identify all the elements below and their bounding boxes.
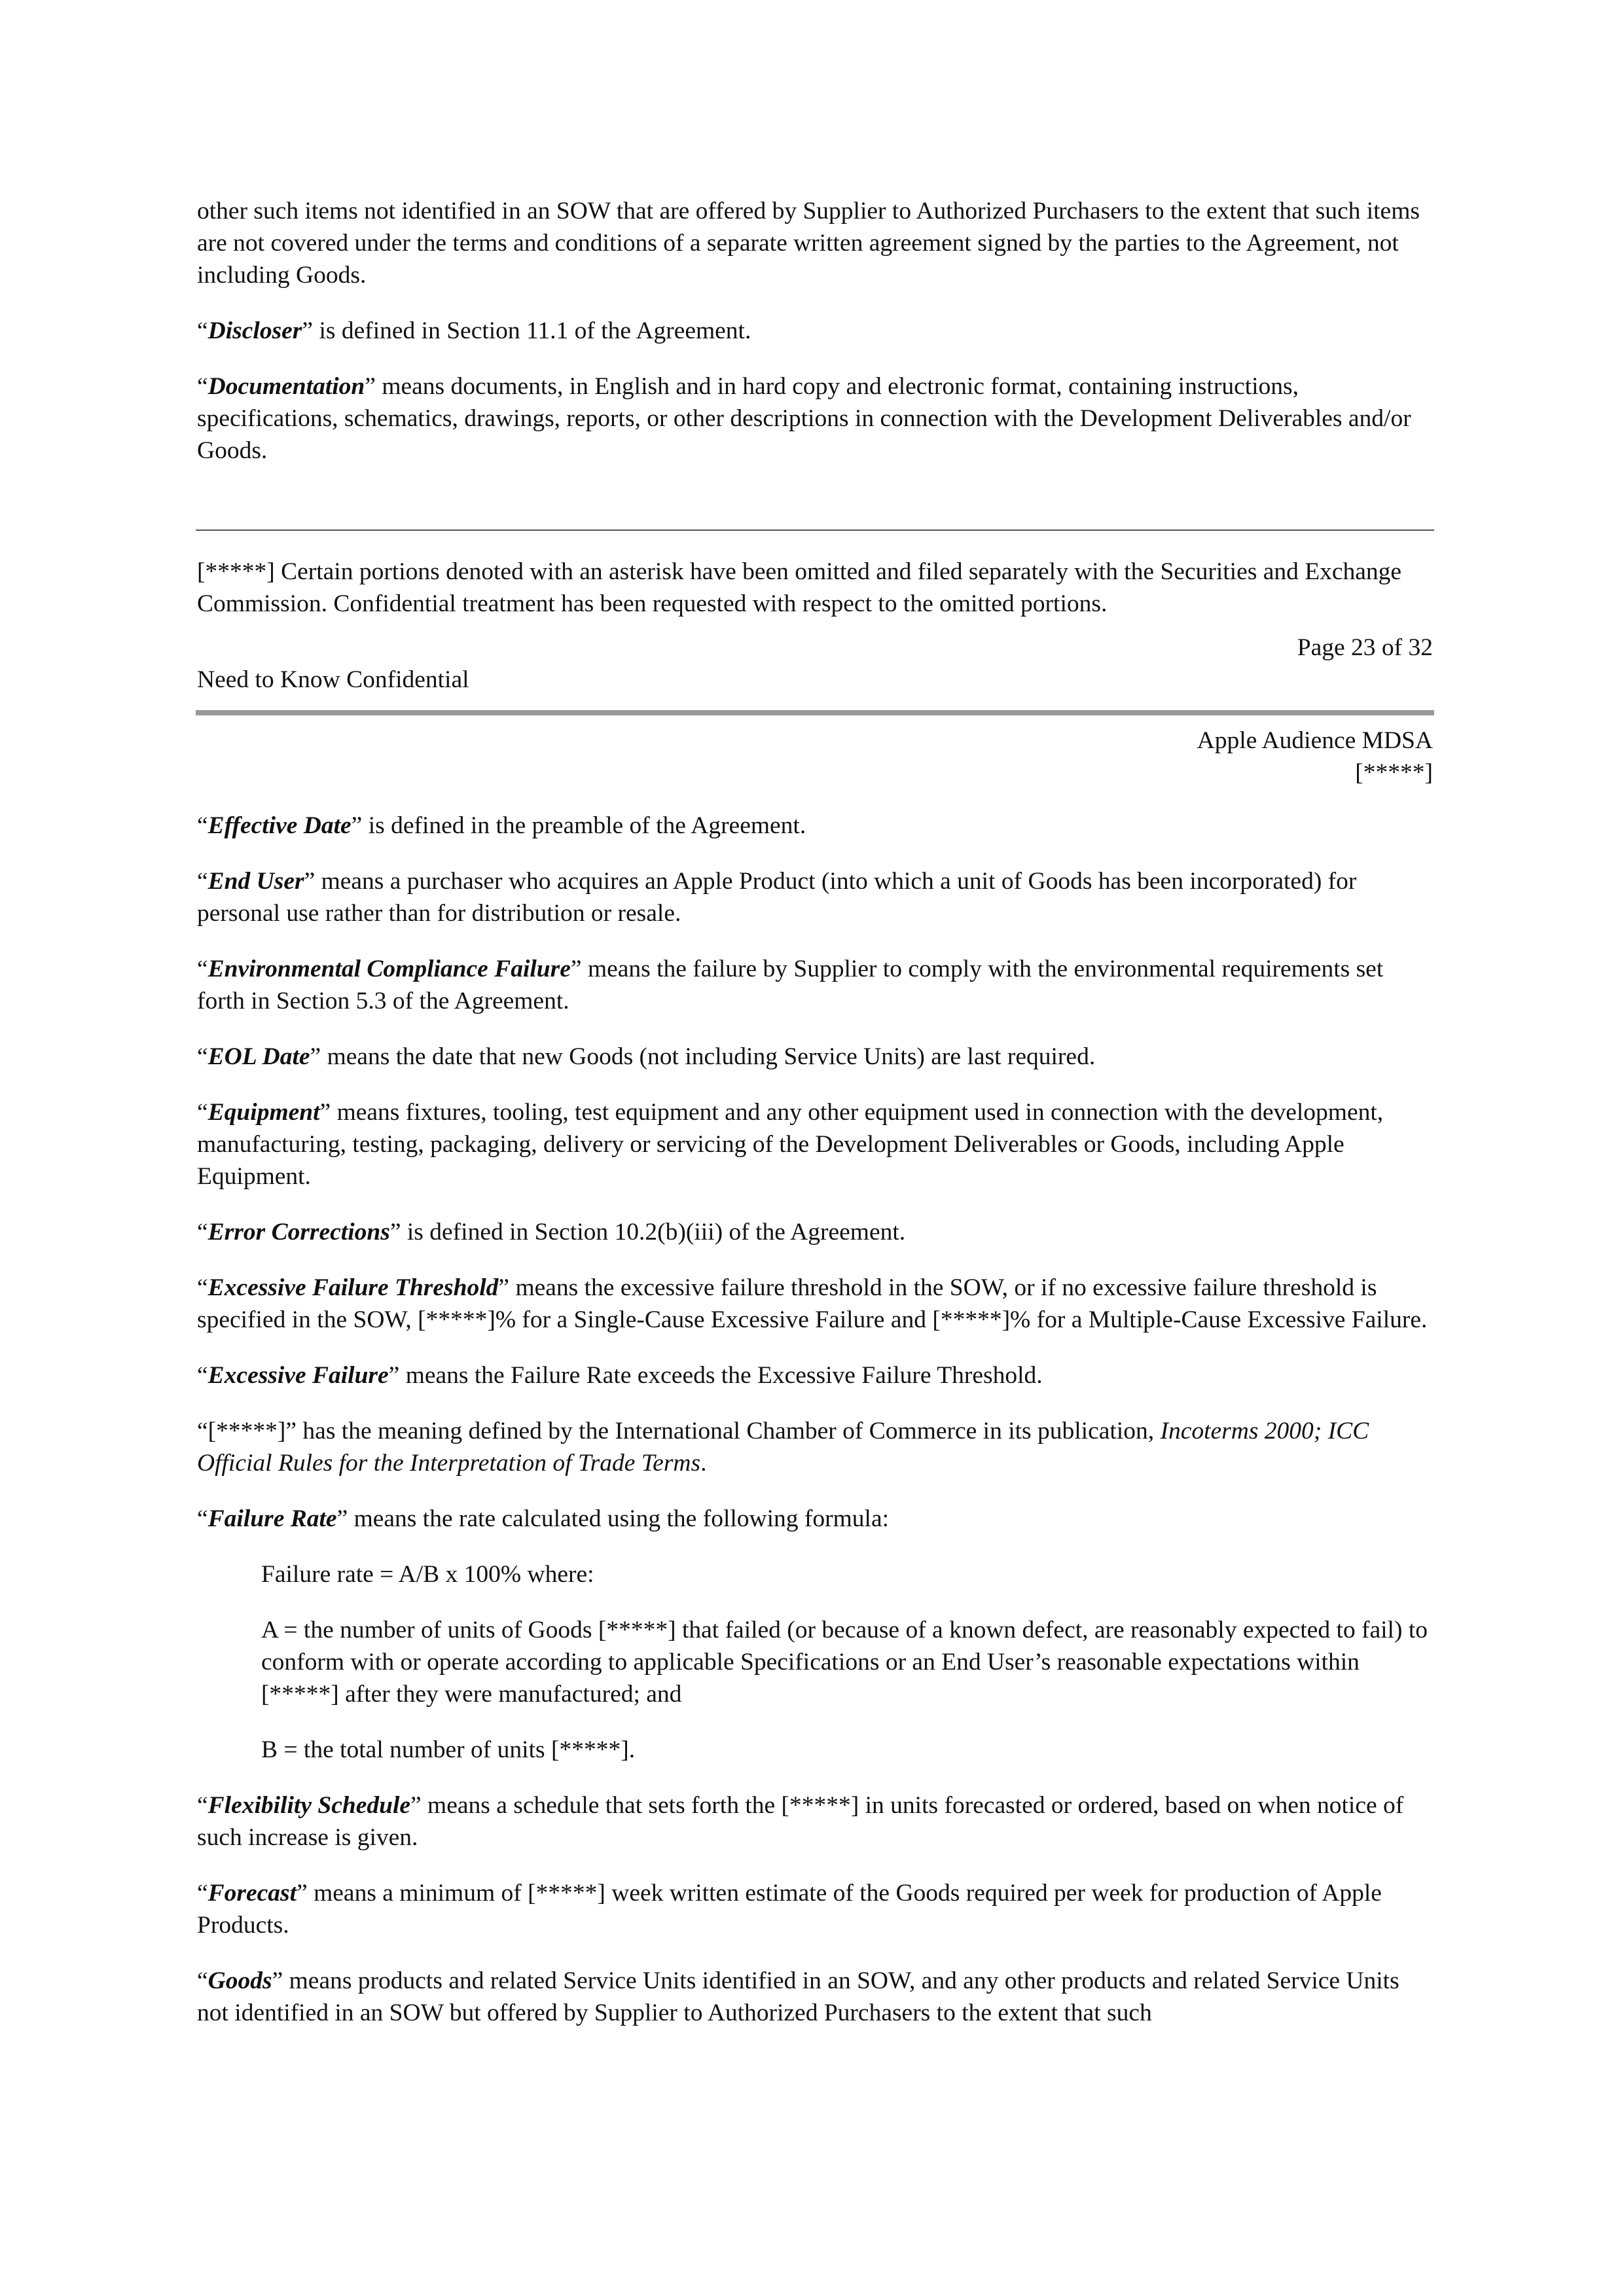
definition-text: means a schedule that sets forth the [*****] in units forecasted or ordered, based on when notice of such increase is given. bbox=[197, 1792, 1404, 1851]
definition-excessive-failure-threshold: “Excessive Failure Threshold” means the excessive failure threshold in the SOW, or if no excessive failure threshold is specified in the SOW, [*****]% for a Single-Cause Excessive Failure and [*****]% for a Multiple-Cause Excessive Failure. bbox=[197, 1274, 1428, 1333]
confidentiality-label: Need to Know Confidential bbox=[197, 666, 469, 693]
defined-term: Discloser bbox=[208, 317, 302, 344]
defined-term: End User bbox=[208, 868, 304, 895]
definition-effective-date: “Effective Date” is defined in the preamble of the Agreement. bbox=[197, 812, 806, 839]
definition-documentation: “Documentation” means documents, in English and in hard copy and electronic format, containing instructions, specifications, schematics, drawings, reports, or other descriptions in connection with the Development Deliverables and/or Goods. bbox=[197, 373, 1411, 464]
definitions-list bbox=[197, 810, 1433, 2029]
definition-text: means the date that new Goods (not including Service Units) are last required. bbox=[321, 1043, 1096, 1070]
definition-excessive-failure: “Excessive Failure” means the Failure Rate exceeds the Excessive Failure Threshold. bbox=[197, 1362, 1043, 1389]
defined-term: Flexibility Schedule bbox=[208, 1792, 411, 1819]
definition-error-corrections: “Error Corrections” is defined in Section 10.2(b)(iii) of the Agreement. bbox=[197, 1219, 906, 1246]
defined-term: Environmental Compliance Failure bbox=[208, 956, 571, 982]
definition-eol-date: “EOL Date” means the date that new Goods (not including Service Units) are last required. bbox=[197, 1043, 1096, 1070]
definition-forecast: “Forecast” means a minimum of [*****] week written estimate of the Goods required per week for production of Apple Products. bbox=[197, 1880, 1382, 1939]
definition-end: . bbox=[700, 1450, 707, 1477]
header-code: [*****] bbox=[1355, 759, 1433, 786]
defined-term: Equipment bbox=[208, 1099, 320, 1126]
definition-discloser: “Discloser” is defined in Section 11.1 of the Agreement. bbox=[197, 317, 751, 344]
page-footer bbox=[197, 529, 1433, 715]
defined-term: Excessive Failure bbox=[208, 1362, 389, 1389]
defined-term: EOL Date bbox=[208, 1043, 310, 1070]
definition-text: is defined in the preamble of the Agreement. bbox=[362, 812, 806, 839]
page-break-divider bbox=[196, 710, 1434, 715]
definition-text: is defined in Section 11.1 of the Agreement. bbox=[313, 317, 751, 344]
header-title: Apple Audience MDSA bbox=[1197, 727, 1433, 754]
definition-text: means the rate calculated using the following formula: bbox=[348, 1505, 890, 1532]
document-page bbox=[197, 195, 1433, 2053]
definition-flexibility-schedule: “Flexibility Schedule” means a schedule that sets forth the [*****] in units forecasted or ordered, based on when notice of such increase is given. bbox=[197, 1792, 1404, 1851]
defined-term: Effective Date bbox=[208, 812, 352, 839]
definition-end-user: “End User” means a purchaser who acquires an Apple Product (into which a unit of Goods has been incorporated) for personal use rather than for distribution or resale. bbox=[197, 868, 1357, 927]
page-header bbox=[197, 725, 1433, 789]
definition-text: means fixtures, tooling, test equipment and any other equipment used in connection with the development, manufacturing, testing, packaging, delivery or servicing of the Development Deliverables or Goods, including Apple Equipment. bbox=[197, 1099, 1384, 1190]
definition-goods: “Goods” means products and related Service Units identified in an SOW, and any other products and related Service Units not identified in an SOW but offered by Supplier to Authorized Purchasers to the extent that such bbox=[197, 1967, 1399, 2026]
definition-text: has the meaning defined by the International Chamber of Commerce in its publication, bbox=[297, 1418, 1161, 1444]
defined-term: Documentation bbox=[208, 373, 365, 400]
defined-term: Excessive Failure Threshold bbox=[208, 1274, 499, 1301]
definition-text: means the Failure Rate exceeds the Excessive Failure Threshold. bbox=[399, 1362, 1043, 1389]
definition-incoterms: “[*****]” has the meaning defined by the International Chamber of Commerce in its publication, Incoterms 2000; ICC Official Rules for the Interpretation of Trade Terms. bbox=[197, 1418, 1369, 1477]
definition-text: means the failure by Supplier to comply with the environmental requirements set forth in Section 5.3 of the Agreement. bbox=[197, 956, 1384, 1014]
footer-divider bbox=[196, 529, 1434, 531]
definition-text: means the excessive failure threshold in the SOW, or if no excessive failure threshold is specified in the SOW, [*****]% for a Single-Cause Excessive Failure and [*****]% for a Multiple-Cause Excessive Failure. bbox=[197, 1274, 1428, 1333]
definition-text: means a minimum of [*****] week written estimate of the Goods required per week for production of Apple Products. bbox=[197, 1880, 1382, 1939]
definition-text: is defined in Section 10.2(b)(iii) of the Agreement. bbox=[401, 1219, 906, 1246]
definition-environmental-compliance-failure: “Environmental Compliance Failure” means the failure by Supplier to comply with the environmental requirements set forth in Section 5.3 of the Agreement. bbox=[197, 956, 1384, 1014]
definition-failure-rate: “Failure Rate” means the rate calculated using the following formula: bbox=[197, 1505, 890, 1532]
continuation-paragraph: other such items not identified in an SOW that are offered by Supplier to Authorized Purchasers to the extent that such items are not covered under the terms and conditions of a separate written agreement signed by the parties to the Agreement, not including Goods. bbox=[197, 198, 1420, 289]
defined-term: Goods bbox=[208, 1967, 272, 1994]
formula-a: A = the number of units of Goods [*****] that failed (or because of a known defect, are reasonably expected to fail) to conform with or operate according to applicable Specifications or an End User’s reasonable expectations within [*****] after they were manufactured; and bbox=[261, 1617, 1428, 1708]
definition-text: means a purchaser who acquires an Apple Product (into which a unit of Goods has been incorporated) for personal use rather than for distribution or resale. bbox=[197, 868, 1357, 927]
redacted-term: [*****] bbox=[208, 1418, 286, 1444]
page-number: Page 23 of 32 bbox=[1297, 634, 1433, 661]
footnote: [*****] Certain portions denoted with an asterisk have been omitted and filed separately with the Securities and Exchange Commission. Confidential treatment has been requested with respect to the omitted portions. bbox=[197, 558, 1402, 617]
defined-term: Failure Rate bbox=[208, 1505, 337, 1532]
defined-term: Forecast bbox=[208, 1880, 297, 1907]
definition-text: means products and related Service Units identified in an SOW, and any other products and related Service Units not identified in an SOW but offered by Supplier to Authorized Purchasers to the extent that such bbox=[197, 1967, 1399, 2026]
formula-line: Failure rate = A/B x 100% where: bbox=[261, 1561, 594, 1588]
formula-b: B = the total number of units [*****]. bbox=[261, 1736, 636, 1763]
publication-title: Incoterms 2000; ICC Official Rules for the Interpretation of Trade Terms bbox=[197, 1418, 1369, 1477]
defined-term: Error Corrections bbox=[208, 1219, 390, 1246]
definition-text: means documents, in English and in hard copy and electronic format, containing instructions, specifications, schematics, drawings, reports, or other descriptions in connection with the Development Deliverables and/or Goods. bbox=[197, 373, 1411, 464]
definition-equipment: “Equipment” means fixtures, tooling, test equipment and any other equipment used in connection with the development, manufacturing, testing, packaging, delivery or servicing of the Development Deliverables or Goods, including Apple Equipment. bbox=[197, 1099, 1384, 1190]
